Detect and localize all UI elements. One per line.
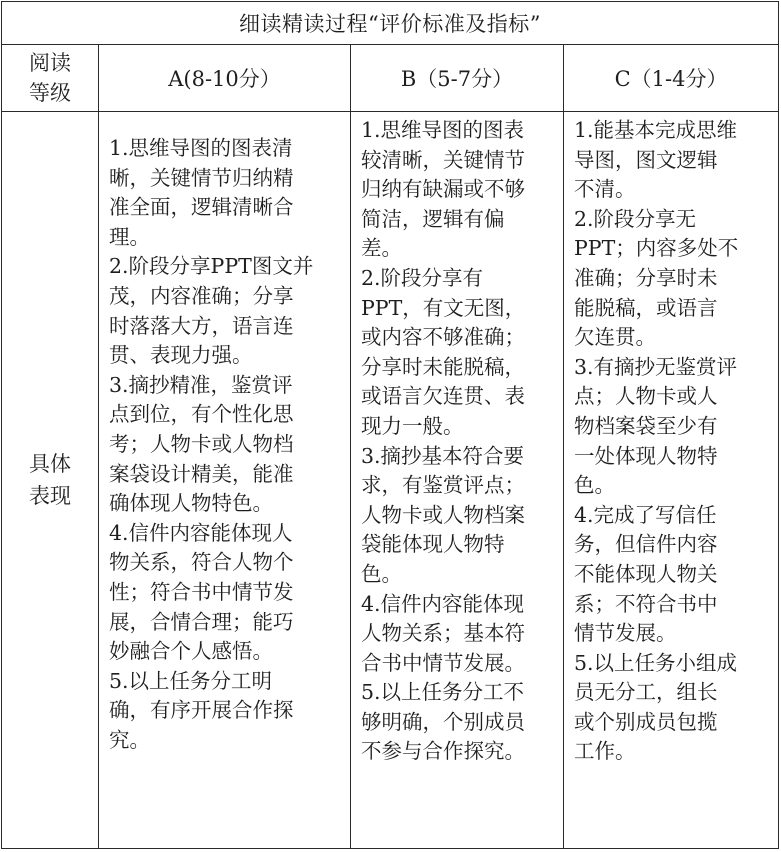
criteria-line-c: 准确；分享时未	[574, 265, 718, 290]
criteria-line-b: 不参与合作探究。	[361, 739, 525, 764]
header-col-a: A(8-10分）	[99, 45, 351, 112]
criteria-cell-c	[564, 112, 779, 849]
criteria-line-c: 情节发展。	[574, 621, 677, 646]
criteria-line-a: 5.以上任务分工明	[109, 668, 273, 693]
criteria-line-a: 2.阶段分享PPT图文并	[109, 254, 314, 279]
level-label-line2: 等级	[29, 81, 71, 105]
criteria-line-b: 较清晰，关键情节	[361, 147, 525, 172]
criteria-line-b: 人物关系；基本符	[361, 621, 525, 646]
criteria-line-c: 系；不符合书中	[574, 591, 718, 616]
criteria-line-b: 3.摘抄基本符合要	[361, 443, 525, 468]
criteria-line-c: 不能体现人物关	[574, 561, 718, 586]
criteria-line-a: 物关系，符合人物个	[109, 550, 294, 575]
criteria-line-b: 2.阶段分享有	[361, 265, 484, 290]
criteria-line-c: 4.完成了写信任	[574, 502, 717, 527]
criteria-line-a: 展，合情合理；能巧	[109, 609, 294, 634]
criteria-line-c: 物档案袋至少有	[574, 413, 718, 438]
criteria-line-b: 归纳有缺漏或不够	[361, 177, 525, 202]
criteria-line-a: 时落落大方，语言连	[109, 313, 294, 338]
criteria-line-c: PPT；内容多处不	[574, 236, 739, 261]
table-title: 细读精读过程“评价标准及指标”	[2, 2, 779, 45]
criteria-line-c: 能脱稿，或语言	[574, 295, 718, 320]
criteria-line-b: 或内容不够准确；	[361, 325, 525, 350]
criteria-line-b: 够明确，个别成员	[361, 709, 525, 734]
criteria-line-c: 导图，图文逻辑	[574, 147, 718, 172]
criteria-line-c: 1.能基本完成思维	[574, 118, 738, 142]
criteria-line-a: 案袋设计精美，能准	[109, 461, 294, 486]
criteria-line-a: 贯、表现力强。	[109, 343, 253, 368]
criteria-line-a: 究。	[109, 727, 150, 752]
criteria-line-b: 现力一般。	[361, 413, 464, 438]
criteria-list-b	[361, 112, 553, 767]
criteria-line-b: 袋能体现人物特	[361, 532, 505, 557]
header-row	[2, 45, 779, 112]
criteria-line-c: 欠连贯。	[574, 325, 656, 350]
criteria-line-b: 5.以上任务分工不	[361, 680, 525, 705]
criteria-line-c: 2.阶段分享无	[574, 206, 697, 231]
criteria-line-b: 分享时未能脱稿，	[361, 354, 525, 379]
criteria-line-c: 不清。	[574, 177, 636, 202]
criteria-line-a: 确，有序开展合作探	[109, 698, 294, 723]
criteria-line-b: PPT，有文无图，	[361, 295, 526, 320]
criteria-line-a: 晰，关键情节归纳精	[109, 165, 294, 190]
criteria-line-a: 妙融合个人感悟。	[109, 639, 273, 664]
row-label-line2: 表现	[29, 484, 71, 508]
criteria-line-c: 5.以上任务小组成	[574, 650, 738, 675]
level-label-line1: 阅读	[29, 51, 71, 75]
criteria-line-c: 员无分工，组长	[574, 680, 718, 705]
criteria-list-c	[574, 112, 768, 767]
criteria-line-a: 3.摘抄精准，鉴赏评	[109, 372, 293, 397]
criteria-cell-b	[351, 112, 564, 849]
criteria-line-c: 一处体现人物特	[574, 443, 718, 468]
level-label-cell	[2, 45, 99, 112]
criteria-line-b: 色。	[361, 561, 402, 586]
criteria-line-a: 4.信件内容能体现人	[109, 520, 293, 545]
row-label-cell	[2, 112, 99, 849]
criteria-line-b: 简洁，逻辑有偏	[361, 206, 505, 231]
criteria-line-c: 点；人物卡或人	[574, 384, 718, 409]
criteria-line-b: 1.思维导图的图表	[361, 118, 525, 142]
row-label-line1: 具体	[29, 452, 71, 476]
performance-row	[2, 112, 779, 849]
criteria-line-c: 工作。	[574, 739, 636, 764]
criteria-list-a	[109, 112, 340, 755]
criteria-line-b: 4.信件内容能体现	[361, 591, 525, 616]
criteria-line-a: 确体现人物特色。	[109, 491, 273, 516]
criteria-line-c: 色。	[574, 473, 615, 498]
criteria-line-c: 3.有摘抄无鉴赏评	[574, 354, 738, 379]
criteria-line-c: 或个别成员包揽	[574, 709, 718, 734]
criteria-cell-a	[99, 112, 351, 849]
criteria-line-a: 1.思维导图的图表清	[109, 136, 293, 160]
rubric-frame	[1, 1, 778, 849]
criteria-line-a: 点到位，有个性化思	[109, 402, 294, 427]
criteria-line-a: 理。	[109, 224, 150, 249]
criteria-line-b: 或语言欠连贯、表	[361, 384, 525, 409]
criteria-line-b: 求，有鉴赏评点；	[361, 473, 525, 498]
criteria-line-b: 人物卡或人物档案	[361, 502, 525, 527]
criteria-line-b: 合书中情节发展。	[361, 650, 525, 675]
header-col-c: C（1-4分）	[564, 45, 779, 112]
criteria-line-a: 考；人物卡或人物档	[109, 431, 294, 456]
criteria-line-b: 差。	[361, 236, 402, 261]
evaluation-rubric-table	[1, 1, 779, 849]
criteria-line-a: 性；符合书中情节发	[109, 579, 294, 604]
criteria-line-c: 务，但信件内容	[574, 532, 718, 557]
header-col-b: B（5-7分）	[351, 45, 564, 112]
criteria-line-a: 茂，内容准确；分享	[109, 283, 294, 308]
criteria-line-a: 准全面，逻辑清晰合	[109, 195, 294, 220]
